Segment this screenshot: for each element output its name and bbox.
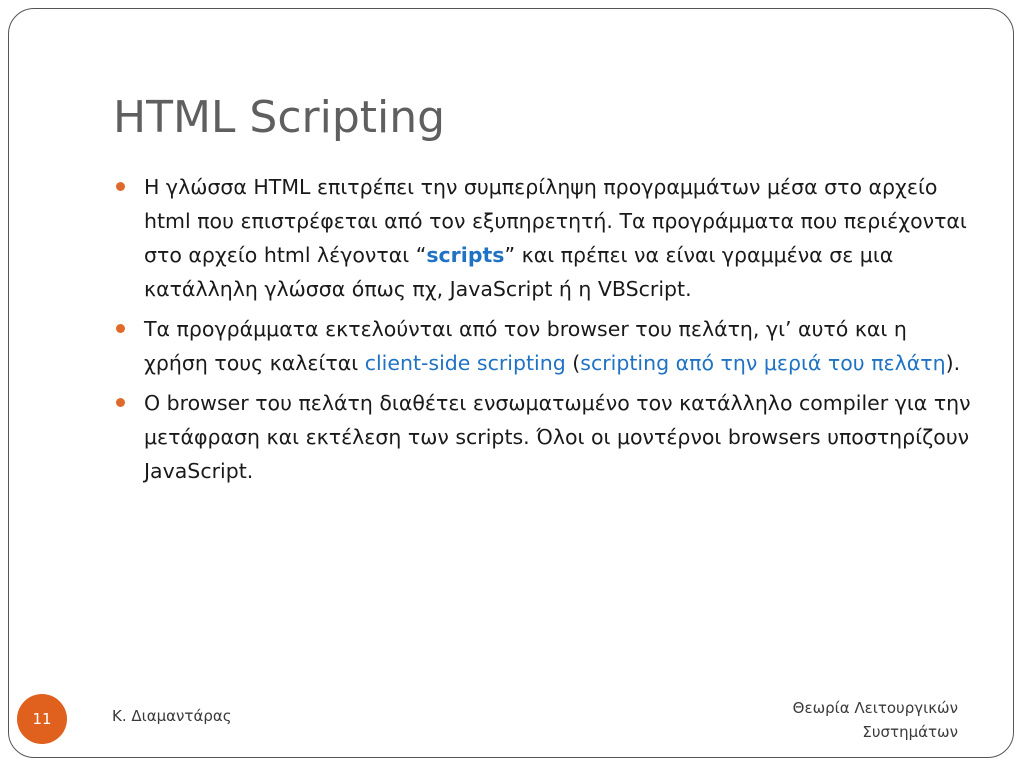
- bullet-item: [144, 386, 976, 488]
- bullet-text: (: [565, 351, 581, 375]
- footer-course-line: Θεωρία Λειτουργικών: [792, 699, 958, 717]
- bullet-item: [144, 312, 976, 380]
- bullet-text: ” και πρέπει να είναι γραμμένα σε μια κατάλληλη γλώσσα όπως πχ, JavaScript ή η VBScript.: [144, 243, 894, 301]
- highlighted-term: scripts: [426, 243, 505, 267]
- footer-author: Κ. Διαμαντάρας: [112, 707, 232, 725]
- bullet-text: ).: [945, 351, 961, 375]
- highlighted-term: scripting από την μεριά του πελάτη: [580, 351, 946, 375]
- page-number-badge: [17, 694, 67, 744]
- page-number: 11: [32, 710, 52, 728]
- bullet-item: [144, 170, 976, 306]
- footer-course-line: Συστημάτων: [862, 723, 958, 741]
- slide-content: [144, 170, 976, 494]
- footer-course: [793, 696, 958, 744]
- highlighted-term: client-side scripting: [364, 351, 566, 375]
- bullet-text: Τα προγράμματα εκτελούνται από τον browser του πελάτη, γι’ αυτό και η χρήση τους καλείται: [144, 317, 907, 375]
- bullet-text: Ο browser του πελάτη διαθέτει ενσωματωμένο τον κατάλληλο compiler για την μετάφραση και εκτέλεση των scripts. Όλοι οι μοντέρνοι browsers υποστηρίζουν JavaScript.: [144, 391, 971, 483]
- bullet-dot-icon: [116, 182, 125, 191]
- bullet-text: Η γλώσσα HTML επιτρέπει την συμπερίληψη προγραμμάτων μέσα στο αρχείο html που επιστρέφεται από τον εξυπηρετητή. Τα προγράμματα που περιέχονται στο αρχείο html λέγονται “: [144, 175, 967, 267]
- slide-title: HTML Scripting: [113, 92, 446, 143]
- bullet-dot-icon: [116, 324, 125, 333]
- bullet-dot-icon: [116, 398, 125, 407]
